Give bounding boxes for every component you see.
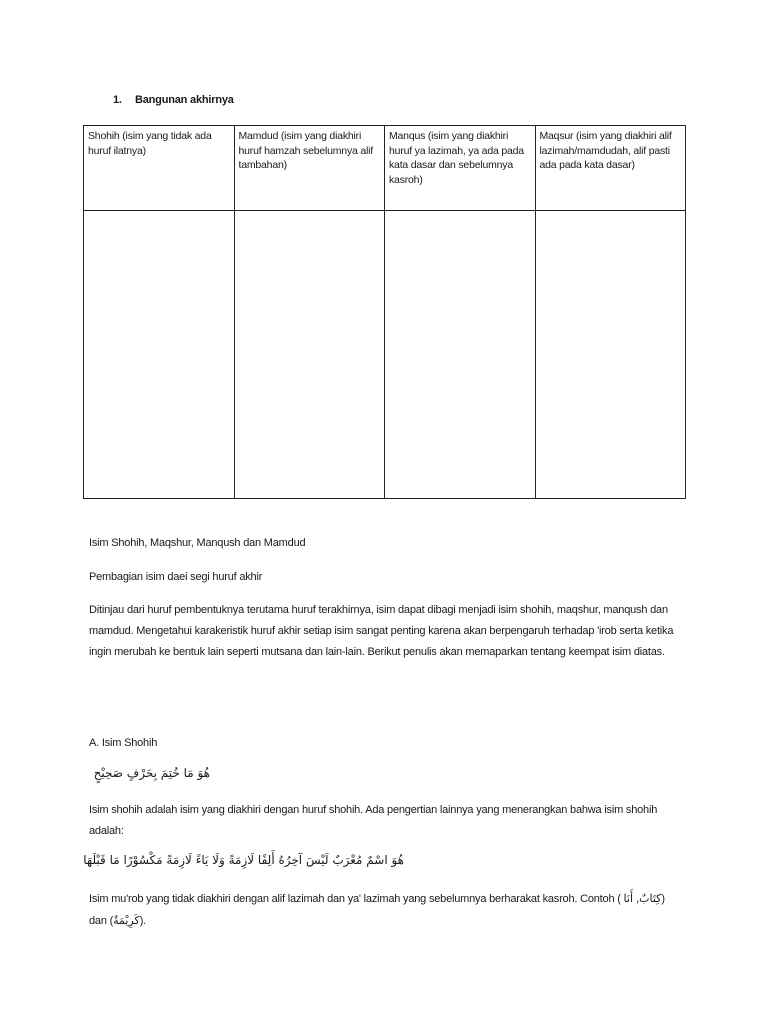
example-end: ).	[139, 915, 147, 927]
header-mamdud: Mamdud (isim yang diakhiri huruf hamzah sebelumnya alif tambahan)	[234, 126, 385, 211]
example-mid: ) dan (	[89, 893, 665, 927]
header-maqsur: Maqsur (isim yang diakhiri alif lazimah/mamdudah, alif pasti ada pada kata dasar)	[535, 126, 686, 211]
cell-maqsur	[535, 211, 686, 499]
subtitle-paragraph: Isim Shohih, Maqshur, Manqush dan Mamdud	[89, 537, 306, 549]
example-text: Isim mu'rob yang tidak diakhiri dengan alif lazimah dan ya' lazimah yang sebelumnya berharakat kasroh. Contoh (	[89, 893, 621, 905]
arabic-definition-1: هُوَ مَا خُتِمَ بِحَرْفٍ صَحِيْحٍ	[93, 766, 210, 780]
intro-paragraph: Pembagian isim daei segi huruf akhir	[89, 571, 263, 583]
cell-shohih	[84, 211, 235, 499]
header-manqus: Manqus (isim yang diakhiri huruf ya lazimah, ya ada pada kata dasar dan sebelumnya kasroh)	[385, 126, 536, 211]
example-arabic-3: كَرِيْمَةٌ	[113, 914, 140, 927]
section-a-heading: A. Isim Shohih	[89, 737, 158, 749]
arabic-definition-2: هُوَ اسْمٌ مُعْرَبٌ لَيْسَ آخِرُهُ أَلِفًا لَازِمَةً وَلَا يَاءً لَازِمَةً مَكْسُوْرًا مَا قَبْلَهَا	[83, 853, 404, 867]
section-heading	[113, 94, 234, 106]
classification-table	[83, 125, 686, 499]
section-number: 1.	[113, 94, 122, 106]
table-header-row	[84, 126, 686, 211]
cell-manqus	[385, 211, 536, 499]
body-paragraph: Ditinjau dari huruf pembentuknya terutama huruf terakhirnya, isim dapat dibagi menjadi isim shohih, maqshur, manqush dan mamdud. Mengetahui karakeristik huruf akhir setiap isim sangat penting karena akan berpengaruh terhadap 'irob serta ketika ingin merubah ke bentuk lain seperti mutsana dan lain-lain. Berikut penulis akan memaparkan tentang keempat isim diatas.	[89, 604, 674, 658]
example-paragraph: Isim mu'rob yang tidak diakhiri dengan alif lazimah dan ya' lazimah yang sebelumnya berharakat kasroh. Contoh ( كِتَابٌ, أَنَا ) dan (كَرِيْمَةٌ).	[89, 892, 665, 927]
section-title: Bangunan akhirnya	[135, 94, 234, 106]
example-arabic-2: أَنَا	[623, 892, 634, 905]
header-shohih: Shohih (isim yang tidak ada huruf ilatnya)	[84, 126, 235, 211]
example-arabic-1: كِتَابٌ	[639, 892, 662, 905]
table-body-row	[84, 211, 686, 499]
definition-paragraph: Isim shohih adalah isim yang diakhiri dengan huruf shohih. Ada pengertian lainnya yang menerangkan bahwa isim shohih adalah:	[89, 804, 658, 837]
cell-mamdud	[234, 211, 385, 499]
